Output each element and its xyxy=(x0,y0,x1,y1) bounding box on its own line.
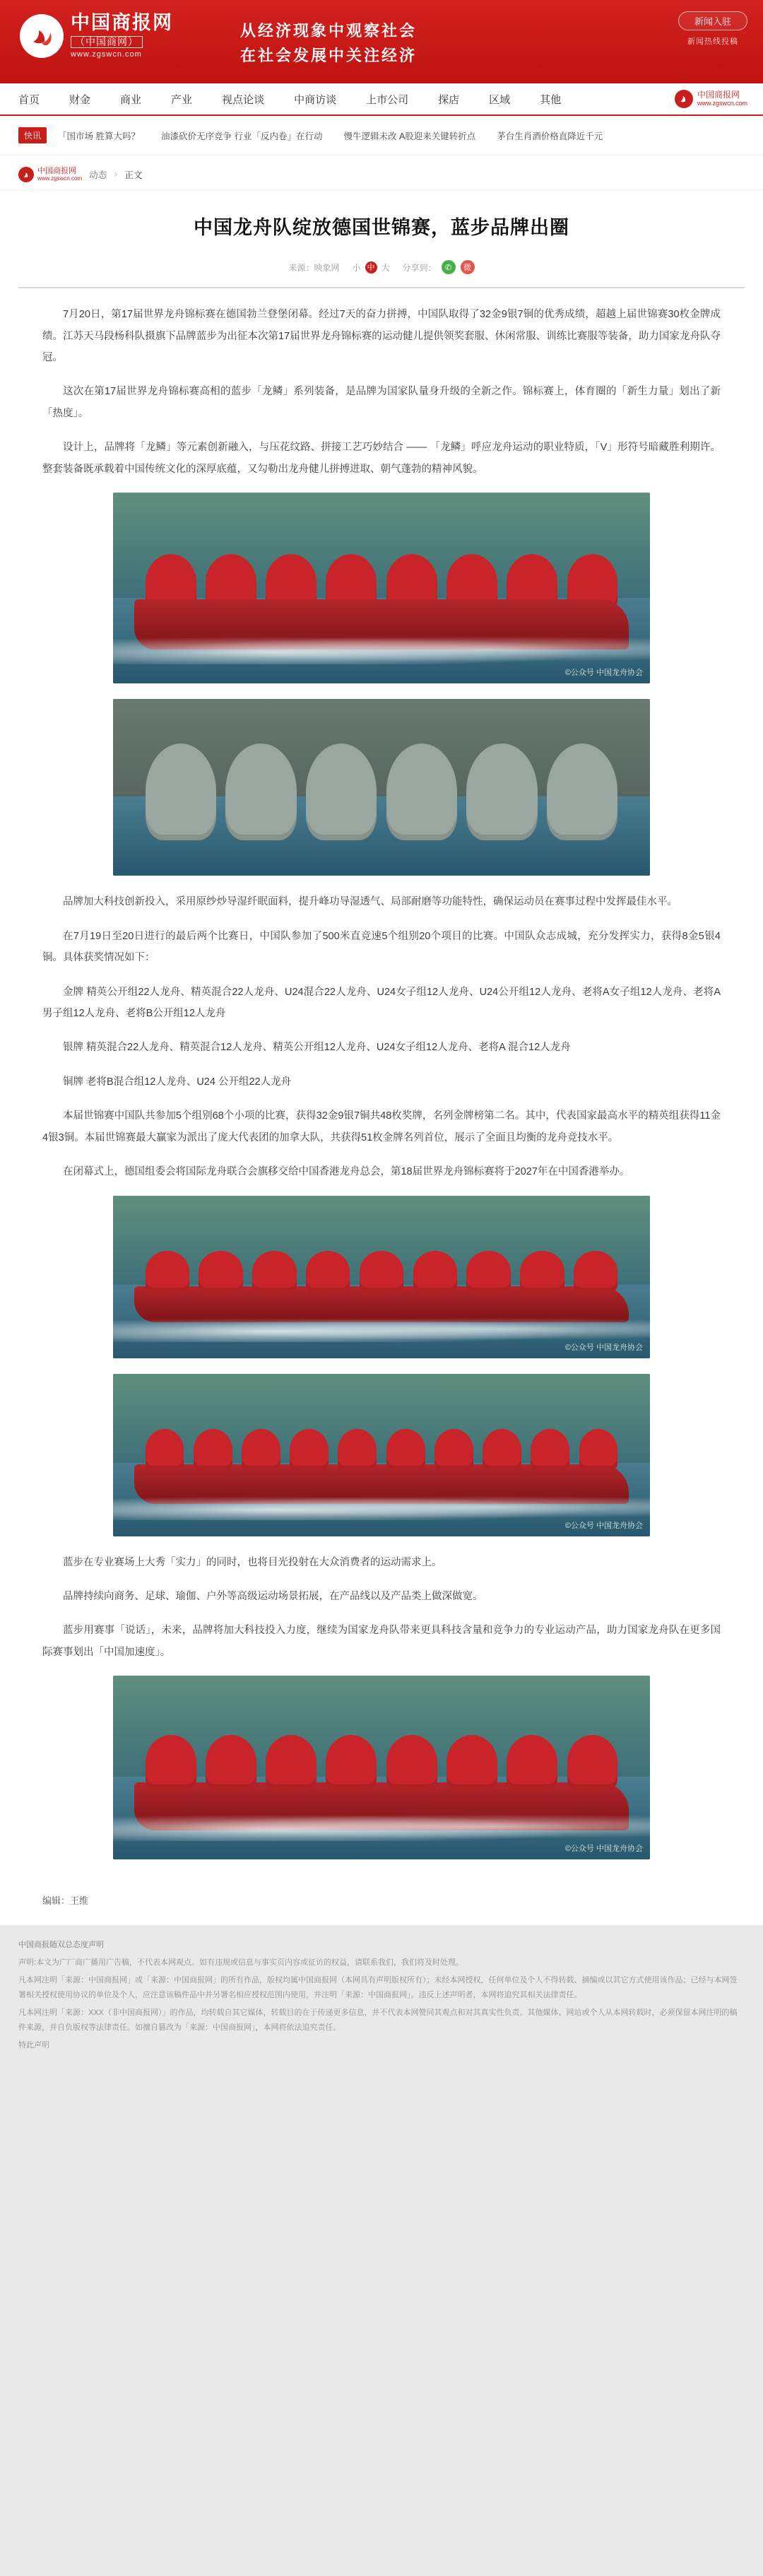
nav-item-4[interactable]: 视点论谈 xyxy=(222,93,265,106)
ticker-item-2[interactable]: 慢牛逻辑未改 A股迎来关键转折点 xyxy=(343,131,476,141)
paragraph-3: 品牌加大科技创新投入，采用原纱炒导湿纤眠面料，提升峰功导湿透气、局部耐磨等功能特性，确保运动员在赛事过程中发挥最佳水平。 xyxy=(63,896,678,908)
slogan-line-1: 从经济现象中观察社会 xyxy=(240,22,418,40)
submit-news-button[interactable]: 新闻入驻 xyxy=(678,11,747,30)
photo-credit-2: ©公众号 中国龙舟协会 xyxy=(564,1343,643,1352)
ticker-item-1[interactable]: 油漆砍价无序竞争 行业「反内卷」在行动 xyxy=(161,131,323,141)
article-meta xyxy=(18,260,745,288)
font-size-medium[interactable]: 中 xyxy=(365,261,377,274)
photo-red-team-paddling xyxy=(113,493,650,683)
site-header xyxy=(0,0,763,83)
nav-item-2[interactable]: 商业 xyxy=(120,93,142,106)
paragraph-4: 在7月19日至20日进行的最后两个比赛日，中国队参加了500米直竞速5个组别20个项目的比赛。中国队众志成城，充分发挥实力，获得8金5银4铜。具体获奖情况如下： xyxy=(42,930,721,964)
logo-subtitle: （中国商网） xyxy=(71,36,143,48)
breadcrumb-logo[interactable] xyxy=(18,167,82,182)
logo-url: www.zgswcn.com xyxy=(71,50,142,59)
site-logo[interactable] xyxy=(20,13,173,59)
slogan-line-2: 在社会发展中关注经济 xyxy=(240,47,418,65)
news-ticker xyxy=(0,116,763,155)
breadcrumb-logo-title: 中国商报网 xyxy=(37,167,76,176)
page-title: 中国龙舟队绽放德国世锦赛，蓝步品牌出圈 xyxy=(194,217,569,238)
paragraph-2: 设计上，品牌将「龙鳞」等元素创新融入，与压花纹路、拼接工艺巧妙结合 —— 「龙鳞」呼应龙舟运动的职业特质，「V」形符号暗藏胜利期许。整套装备既承载着中国传统文化的深厚底蕴，又勾勒出龙舟健儿拼搏进取、朝气蓬勃的精神风貌。 xyxy=(42,442,721,475)
photo-boat-race-lead xyxy=(113,1196,650,1358)
paragraph-6: 银牌 精英混合22人龙舟、精英混合12人龙舟、精英公开组12人龙舟、U24女子组12人龙舟、老将A 混合12人龙舟 xyxy=(63,1042,571,1054)
hotline-text: 新闻热线投稿 xyxy=(687,37,738,46)
share-label: 分享到： xyxy=(402,262,437,273)
nav-item-5[interactable]: 中商访谈 xyxy=(294,93,337,106)
nav-logo-url: www.zgswcn.com xyxy=(697,99,747,107)
paragraph-9: 在闭幕式上，德国组委会将国际龙舟联合会旗移交给中国香港龙舟总会，第18届世界龙舟锦标赛将于2027年在中国香港举办。 xyxy=(63,1166,630,1178)
paragraph-8: 本届世锦赛中国队共参加5个组别68个小项的比赛，获得32金9银7铜共48枚奖牌，名列金牌榜第二名。其中，代表国家最高水平的精英组获得11金4银3铜。本届世锦赛最大赢家为派出了庞大代表团的加拿大队，共获得51枚金牌名列首位，展示了全面且均衡的龙舟竞技水平。 xyxy=(42,1110,721,1143)
share-group xyxy=(403,260,475,274)
font-size-controls[interactable] xyxy=(352,261,389,274)
breadcrumb-item-0[interactable]: 动态 xyxy=(89,170,107,180)
paragraph-5: 金牌 精英公开组22人龙舟、精英混合22人龙舟、U24混合22人龙舟、U24女子组12人龙舟、U24公开组12人龙舟、老将A女子组12人龙舟、老将A男子组12人龙舟、老将B公开组12人龙舟 xyxy=(42,986,721,1019)
article-source: 来源：映象网 xyxy=(288,262,340,273)
breadcrumb-item-1: 正文 xyxy=(124,170,143,180)
site-slogan xyxy=(240,18,417,68)
weibo-icon[interactable]: 微 xyxy=(461,260,475,274)
ticker-item-3[interactable]: 茅台生肖酒价格直降近千元 xyxy=(497,131,603,141)
footer-line-2: 凡本网注明「来源：中国商报网」或「来源：中国商报网」的所有作品，版权均属中国商报网（本网具有声明版权所有）；未经本网授权，任何单位及个人不得转载、摘编或以其它方式使用该作品；已经与本网签署相关授权使用协议的单位及个人，应注意该稿件品中并另署名相应授权范围内使用，并注明「来源：中国商报网」。违反上述声明者，本网将追究其相关法律责任。 xyxy=(18,1976,738,1999)
nav-item-3[interactable]: 产业 xyxy=(171,93,193,106)
nav-item-8[interactable]: 区域 xyxy=(489,93,511,106)
ticker-tag: 快讯 xyxy=(18,127,47,143)
footer-line-3: 凡本网注明「来源：XXX（非中国商报网）」的作品，均转载自其它媒体，转载目的在于传递更多信息，并不代表本网赞同其观点和对其真实性负责。其他媒体、网站或个人从本网转载时，必须保留本网注明的稿件来源，并自负版权等法律责任。如擅自篡改为「来源：中国商报网」，本网将依法追究责任。 xyxy=(18,2008,738,2032)
footer-line-1: 声明:本文为广厂商广播用广告稿，不代表本网观点。如有违规或信息与事实页内容或征访的权益，请联系我们，我们将及时处理。 xyxy=(18,1958,464,1968)
logo-mark-icon xyxy=(20,14,64,58)
footer-line-4: 特此声明 xyxy=(18,2040,49,2049)
paragraph-10: 蓝步在专业赛场上大秀「实力」的同时，也将目光投射在大众消费者的运动需求上。 xyxy=(63,1556,442,1568)
breadcrumb xyxy=(0,155,763,190)
photo-boat-finish-line xyxy=(113,1676,650,1859)
nav-logo-icon xyxy=(675,90,693,108)
nav-item-9[interactable]: 其他 xyxy=(540,93,562,106)
photo-team-portrait-grey xyxy=(113,699,650,876)
wechat-icon[interactable]: ✆ xyxy=(442,260,456,274)
article-editor: 编辑：王维 xyxy=(42,1895,89,1907)
breadcrumb-logo-icon xyxy=(18,167,34,182)
article-body xyxy=(0,288,763,1882)
site-footer xyxy=(0,1925,763,2083)
header-actions xyxy=(678,11,747,47)
article-card xyxy=(0,155,763,1925)
paragraph-0: 7月20日，第17届世界龙舟锦标赛在德国勃兰登堡闭幕。经过7天的奋力拼搏，中国队取得了32金9银7铜的优秀成绩，超越上届世锦赛30枚金牌成绩。江苏天马段杨科队摄旗下品牌蓝步为出征本次第17届世界龙舟锦标赛的运动健儿提供领奖套服、休闲常服、训练比赛服等装备，助力国家龙舟队夺冠。 xyxy=(42,309,721,364)
paragraph-7: 铜牌 老将B混合组12人龙舟、U24 公开组22人龙舟 xyxy=(63,1076,292,1088)
nav-brand-logo[interactable] xyxy=(675,90,747,108)
nav-item-6[interactable]: 上市公司 xyxy=(366,93,409,106)
photo-credit-0: ©公众号 中国龙舟协会 xyxy=(564,669,643,678)
logo-title: 中国商报网 xyxy=(71,12,173,33)
font-size-small[interactable]: 小 xyxy=(352,262,361,273)
paragraph-12: 蓝步用赛事「说话」，未来，品牌将加大科技投入力度，继续为国家龙舟队带来更具科技含量和竞争力的专业运动产品，助力国家龙舟队在更多国际赛事划出「中国加速度」。 xyxy=(42,1625,721,1658)
breadcrumb-separator: › xyxy=(114,168,118,180)
nav-item-7[interactable]: 探店 xyxy=(438,93,460,106)
nav-item-0[interactable]: 首页 xyxy=(18,93,40,106)
paragraph-11: 品牌持续向商务、足球、瑜伽、户外等高级运动场景拓展，在产品线以及产品类上做深做宽。 xyxy=(63,1591,483,1603)
breadcrumb-logo-url: www.zgswcn.com xyxy=(37,175,83,182)
nav-item-1[interactable]: 财金 xyxy=(69,93,91,106)
nav-logo-title: 中国商报网 xyxy=(697,90,740,100)
photo-credit-3: ©公众号 中国龙舟协会 xyxy=(564,1521,643,1530)
photo-credit-4: ©公众号 中国龙舟协会 xyxy=(564,1845,643,1854)
footer-line-0: 中国商报随双总态度声明 xyxy=(18,1941,104,1950)
ticker-item-0[interactable]: 「国市场 胜算大吗？ xyxy=(58,131,140,141)
photo-boat-drachenboot xyxy=(113,1374,650,1536)
font-size-large[interactable]: 大 xyxy=(381,262,390,273)
paragraph-1: 这次在第17届世界龙舟锦标赛高相的蓝步「龙鳞」系列装备，是品牌为国家队量身升级的全新之作。锦标赛上，体育圈的「新生力量」划出了新「热度」。 xyxy=(42,386,721,419)
main-navigation[interactable] xyxy=(0,83,763,116)
